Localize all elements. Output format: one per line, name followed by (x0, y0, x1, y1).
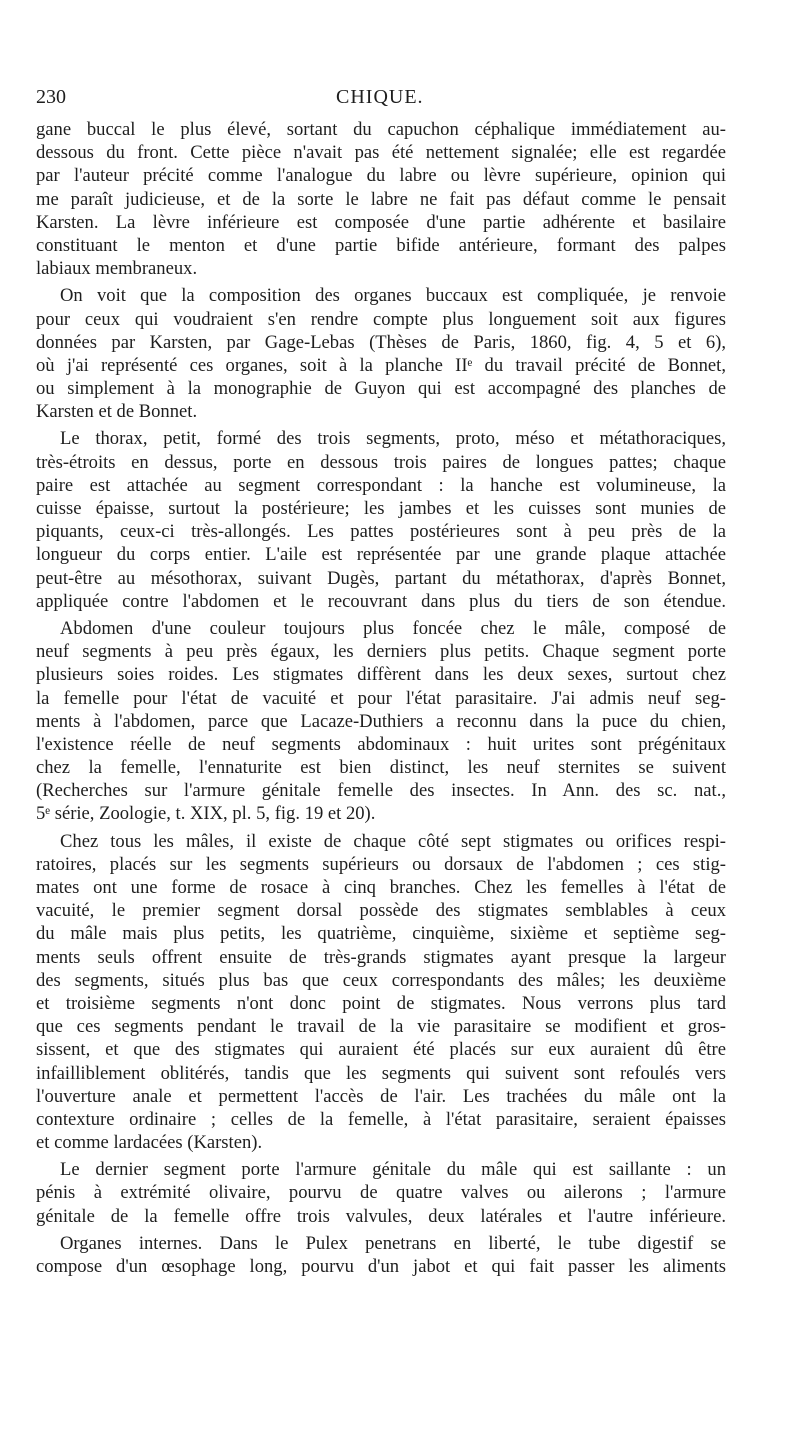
text-line: l'ouverture anale et permettent l'accès de l'air. Les trachées du mâle ont la (36, 1085, 726, 1107)
text-line: où j'ai représenté ces organes, soit à la planche IIᵉ du travail précité de Bonnet, (36, 354, 726, 376)
text-line: me paraît judicieuse, et de la sorte le labre ne fait pas défaut comme le pensait (36, 188, 726, 210)
paragraph (36, 284, 726, 423)
text-line: On voit que la composition des organes buccaux est compliquée, je renvoie (60, 285, 726, 307)
text-line: compose d'un œsophage long, pourvu d'un jabot et qui fait passer les aliments (36, 1256, 726, 1277)
paragraph (36, 1232, 726, 1278)
text-line: Le thorax, petit, formé des trois segments, proto, méso et métathoraciques, (60, 428, 726, 450)
text-line: et troisième segments n'ont donc point de stigmates. Nous verrons plus tard (36, 992, 726, 1014)
text-line: données par Karsten, par Gage-Lebas (Thèses de Paris, 1860, fig. 4, 5 et 6), (36, 331, 726, 353)
text-line: ments à l'abdomen, parce que Lacaze-Duthiers a reconnu dans la puce du chien, (36, 710, 726, 732)
text-line: Le dernier segment porte l'armure génitale du mâle qui est saillante : un (60, 1159, 726, 1181)
paragraph (36, 427, 726, 613)
text-line: sissent, et que des stigmates qui auraient été placés sur eux auraient dû être (36, 1039, 726, 1061)
text-line: vacuité, le premier segment dorsal possède des stigmates semblables à ceux (36, 900, 726, 922)
running-title: CHIQUE. (336, 86, 424, 108)
text-line: plusieurs soies roides. Les stigmates diffèrent dans les deux sexes, surtout chez (36, 664, 726, 686)
text-line: l'existence réelle de neuf segments abdominaux : huit urites sont prégénitaux (36, 733, 726, 755)
text-line: appliquée contre l'abdomen et le recouvrant dans plus du tiers de son étendue. (36, 590, 726, 612)
text-line: contexture ordinaire ; celles de la femelle, à l'état parasitaire, seraient épaisses (36, 1108, 726, 1130)
text-line: neuf segments à peu près égaux, les derniers plus petits. Chaque segment porte (36, 641, 726, 663)
text-line: gane buccal le plus élevé, sortant du capuchon céphalique immédiatement au- (36, 119, 726, 140)
text-line: des segments, situés plus bas que ceux correspondants des mâles; les deuxième (36, 969, 726, 991)
text-line: (Recherches sur l'armure génitale femelle des insectes. In Ann. des sc. nat., (36, 780, 726, 802)
paragraph (36, 830, 726, 1155)
text-line: pénis à extrémité olivaire, pourvu de quatre valves ou ailerons ; l'armure (36, 1182, 726, 1204)
text-line: piquants, ceux-ci très-allongés. Les pattes postérieures sont à peu près de la (36, 521, 726, 543)
text-line: très-étroits en dessus, porte en dessous trois paires de longues pattes; chaque (36, 451, 726, 473)
text-line: dessous du front. Cette pièce n'avait pas été nettement signalée; elle est regardée (36, 142, 726, 164)
page-number: 230 (36, 86, 66, 108)
text-line: chez la femelle, l'ennaturite est bien distinct, les neuf sternites se suivent (36, 757, 726, 779)
text-line: Organes internes. Dans le Pulex penetrans en liberté, le tube digestif se (60, 1232, 726, 1254)
paragraph (36, 1158, 726, 1228)
text-line: Karsten. La lèvre inférieure est composée d'une partie adhérente et basilaire (36, 211, 726, 233)
text-line: pour ceux qui voudraient s'en rendre compte plus longuement soit aux figures (36, 308, 726, 330)
text-line: paire est attachée au segment correspondant : la hanche est volumineuse, la (36, 474, 726, 496)
text-line: ratoires, placés sur les segments supérieurs ou dorsaux de l'abdomen ; ces stig- (36, 853, 726, 875)
text-line: constituant le menton et d'une partie bifide antérieure, formant des palpes (36, 234, 726, 256)
text-line: ments seuls offrent ensuite de très-grands stigmates ayant presque la largeur (36, 946, 726, 968)
text-line: 5ᵉ série, Zoologie, t. XIX, pl. 5, fig. 19 et 20). (36, 803, 376, 825)
text-line: mates ont une forme de rosace à cinq branches. Chez les femelles à l'état de (36, 877, 726, 898)
text-line: du mâle mais plus petits, les quatrième, cinquième, sixième et septième seg- (36, 923, 726, 945)
text-line: Karsten et de Bonnet. (36, 401, 198, 423)
text-line: et comme lardacées (Karsten). (36, 1132, 263, 1154)
text-line: labiaux membraneux. (36, 258, 198, 280)
paragraph (36, 118, 726, 280)
running-head (36, 86, 732, 112)
paragraph (36, 617, 726, 826)
text-line: longueur du corps entier. L'aile est représentée par une grande plaque attachée (36, 544, 726, 566)
text-line: peut-être au mésothorax, suivant Dugès, partant du métathorax, d'après Bonnet, (36, 567, 726, 589)
text-line: Abdomen d'une couleur toujours plus foncée chez le mâle, composé de (60, 617, 726, 639)
text-line: que ces segments pendant le travail de la vie parasitaire se modifient et gros- (36, 1016, 726, 1038)
text-line: infailliblement oblitérés, tandis que les segments qui suivent sont refoulés vers (36, 1062, 726, 1084)
text-line: cuisse épaisse, surtout la postérieure; les jambes et les cuisses sont munies de (36, 498, 726, 519)
text-line: génitale de la femelle offre trois valvules, deux latérales et l'autre inférieure. (36, 1205, 726, 1227)
text-line: ou simplement à la monographie de Guyon qui est accompagné des planches de (36, 378, 726, 400)
text-line: la femelle pour l'état de vacuité et pour l'état parasitaire. J'ai admis neuf seg- (36, 687, 726, 709)
text-line: Chez tous les mâles, il existe de chaque côté sept stigmates ou orifices respi- (60, 830, 726, 852)
body-text (36, 118, 726, 1278)
text-line: par l'auteur précité comme l'analogue du labre ou lèvre supérieure, opinion qui (36, 165, 726, 187)
